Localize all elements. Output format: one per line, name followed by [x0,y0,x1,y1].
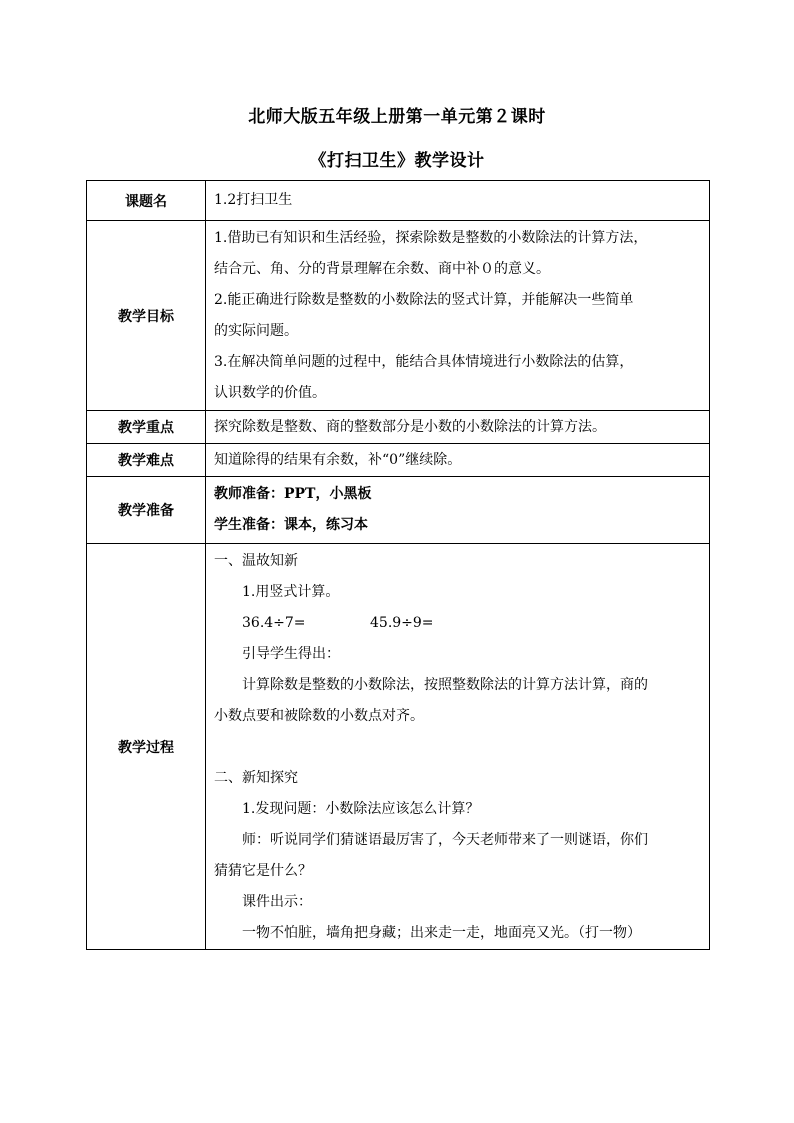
value-difficulty [206,444,710,477]
teacher-line: 师：听说同学们猜谜语最厉害了，今天老师带来了一则谜语，你们 [242,832,648,848]
courseware-label: 课件出示： [242,894,312,910]
riddle-text: 一物不怕脏，墙角把身藏；出来走一走，地面亮又光。（打一物） [242,925,641,941]
goal-line: 3.在解决简单问题的过程中，能结合具体情境进行小数除法的估算， [214,353,634,370]
row-key-point [87,411,710,444]
row-topic [87,181,710,221]
label-preparation: 教学准备 [87,477,206,544]
document-subtitle: 《打扫卫生》教学设计 [309,151,485,171]
row-goals [87,221,710,411]
document-title: 北师大版五年级上册第一单元第２课时 [248,107,546,127]
section2-title: 二、新知探究 [214,770,298,786]
spacer [214,732,703,763]
calc-exercise-a: 36.4÷7= [242,615,306,631]
goal-line: 认识数学的价值。 [214,384,326,401]
lesson-plan-table [86,180,710,950]
teacher-preparation: 教师准备：PPT，小黑板 [214,486,372,502]
label-key-point: 教学重点 [87,411,206,444]
teacher-line: 猜猜它是什么？ [214,863,312,879]
process-guide: 引导学生得出： [242,646,340,662]
student-preparation: 学生准备：课本，练习本 [214,517,368,533]
difficulty-text: 知道除得的结果有余数，补“0”继续除。 [214,451,462,468]
goal-line: 2.能正确进行除数是整数的小数除法的竖式计算，并能解决一些简单 [214,291,634,308]
calc-exercises [214,608,703,639]
label-goals: 教学目标 [87,221,206,411]
row-process [87,544,710,950]
value-goals [206,221,710,411]
value-process [206,544,710,950]
rule-line: 小数点要和被除数的小数点对齐。 [214,708,424,724]
calc-exercise-b: 45.9÷9= [370,615,434,631]
row-preparation [87,477,710,544]
rule-line: 计算除数是整数的小数除法，按照整数除法的计算方法计算，商的 [242,677,648,693]
value-key-point [206,411,710,444]
row-difficulty [87,444,710,477]
label-difficulty: 教学难点 [87,444,206,477]
section1-title: 一、温故知新 [214,553,298,569]
process-item2: 1.发现问题：小数除法应该怎么计算？ [242,801,480,817]
key-point-text: 探究除数是整数、商的整数部分是小数的小数除法的计算方法。 [214,418,606,435]
label-process: 教学过程 [87,544,206,950]
goal-line: 结合元、角、分的背景理解在余数、商中补０的意义。 [214,260,550,277]
goal-line: 1.借助已有知识和生活经验，探索除数是整数的小数除法的计算方法， [214,229,648,246]
goal-line: 的实际问题。 [214,322,298,339]
value-topic [206,181,710,221]
topic-text: 1.2打扫卫生 [214,192,293,208]
value-preparation [206,477,710,544]
label-topic: 课题名 [87,181,206,221]
process-item1: 1.用竖式计算。 [242,584,340,600]
